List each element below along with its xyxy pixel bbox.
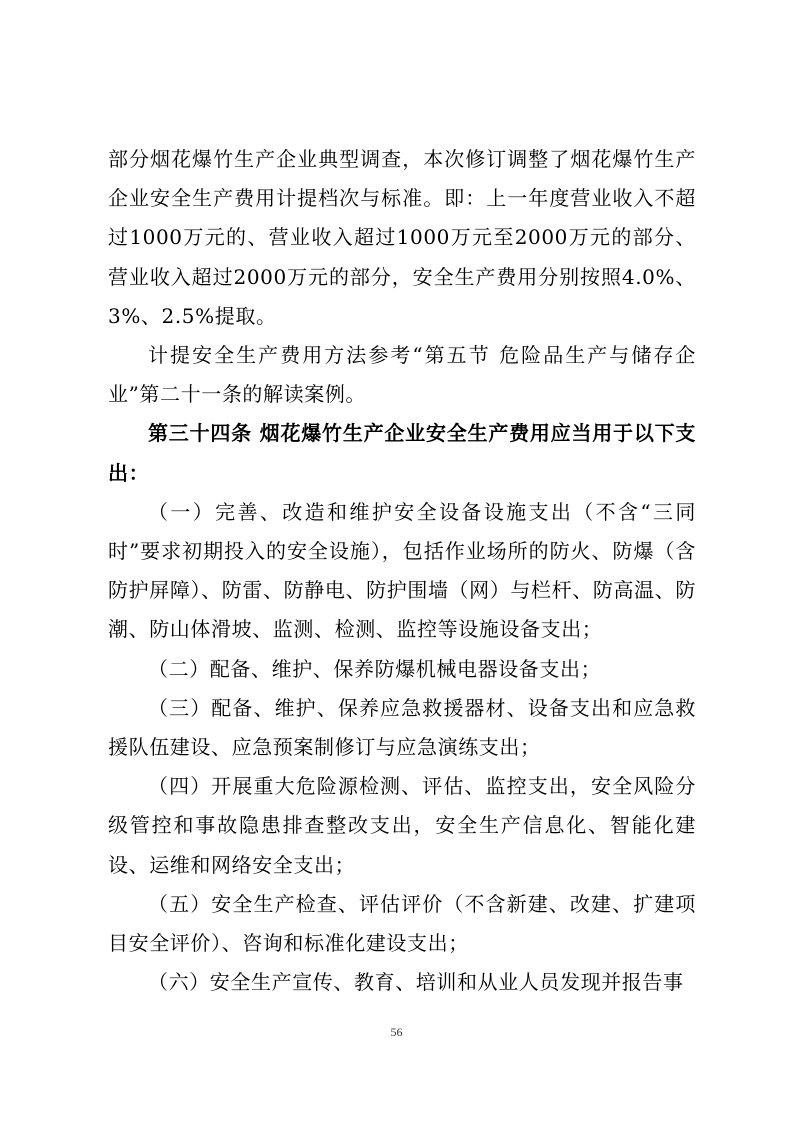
article-34-heading: 第三十四条 烟花爆竹生产企业安全生产费用应当用于以下支出： bbox=[108, 421, 696, 485]
article-34-item-3: （三）配备、维护、保养应急救援器材、设备支出和应急救援队伍建设、应急预案制修订与应急演练支出； bbox=[108, 695, 696, 760]
article-34-item-2: （二）配备、维护、保养防爆机械电器设备支出； bbox=[148, 656, 602, 681]
page-number: 56 bbox=[390, 1025, 403, 1039]
article-34-item-5: （五）安全生产检查、评估评价（不含新建、改建、扩建项目安全评价）、咨询和标准化建设支出； bbox=[108, 891, 696, 956]
article-34-item-1: （一）完善、改造和维护安全设备设施支出（不含“三同时”要求初期投入的安全设施），包括作业场所的防火、防爆（含防护屏障）、防雷、防静电、防护围墙（网）与栏杆、防高温、防潮、防山体滑坡、监测、检测、监控等设施设备支出； bbox=[108, 499, 696, 642]
article-34-item-6: （六）安全生产宣传、教育、培训和从业人员发现并报告事 bbox=[148, 970, 684, 995]
paragraph-calculation-reference: 计提安全生产费用方法参考“第五节 危险品生产与储存企业”第二十一条的解读案例。 bbox=[108, 343, 696, 407]
body-text bbox=[108, 140, 696, 1002]
paragraph-intro-continued: 部分烟花爆竹生产企业典型调查，本次修订调整了烟花爆竹生产企业安全生产费用计提档次与标准。即：上一年度营业收入不超过1000万元的、营业收入超过1000万元至2000万元的部分、营业收入超过2000万元的部分，安全生产费用分别按照4.0%、3%、2.5%提取。 bbox=[108, 147, 696, 328]
article-34-item-4: （四）开展重大危险源检测、评估、监控支出，安全风险分级管控和事故隐患排查整改支出，安全生产信息化、智能化建设、运维和网络安全支出； bbox=[108, 774, 696, 877]
